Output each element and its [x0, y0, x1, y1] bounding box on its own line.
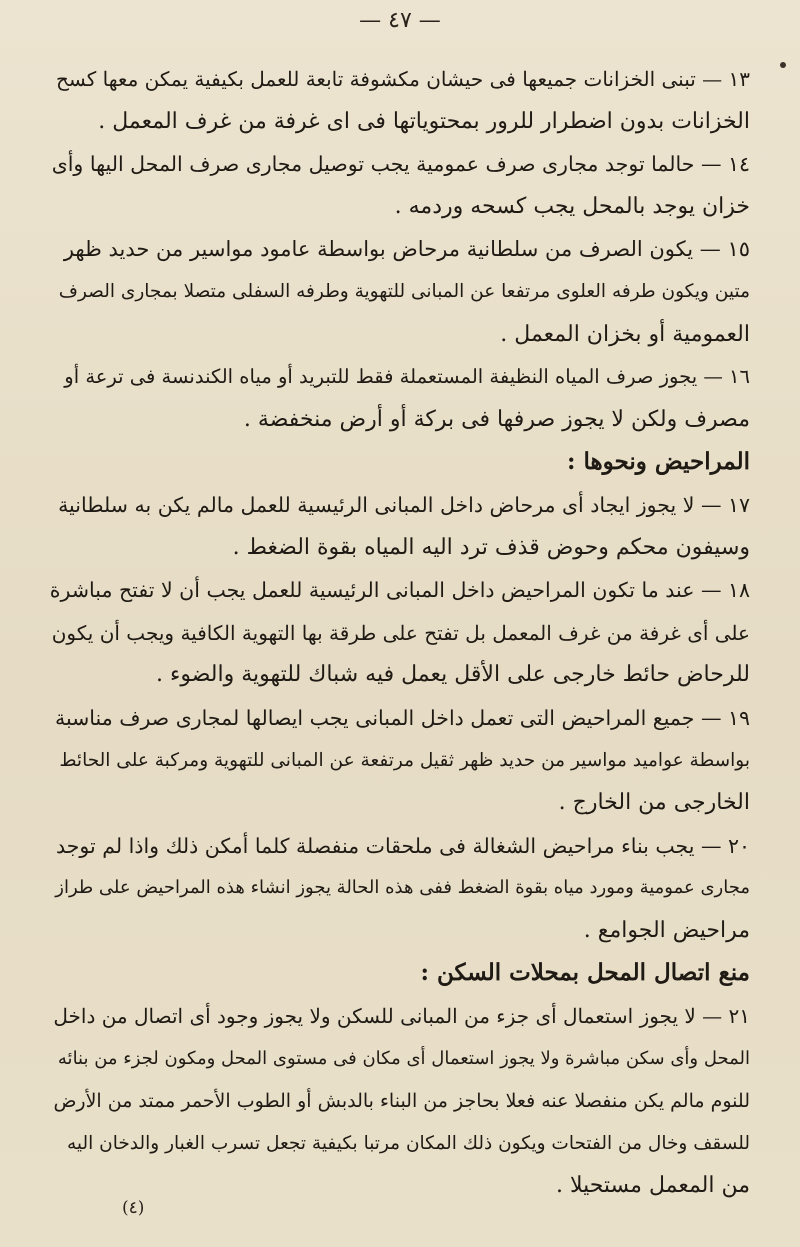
text-line: ١٥ — يكون الصرف من سلطانية مرحاض بواسطة عامود مواسير من حديد ظهر: [63, 237, 750, 262]
clause-18: [50, 569, 750, 697]
text-line: للسقف وخال من الفتحات ويكون ذلك المكان مرتبا بكيفية تجعل تسرب الغبار والدخان اليه: [66, 1132, 750, 1154]
clause-16: [50, 356, 750, 441]
text-line: ١٧ — لا يجوز ايجاد أى مرحاض داخل المبانى الرئيسية للعمل مالم يكن به سلطانية: [58, 492, 750, 517]
text-line: ٢٠ — يجب بناء مراحيض الشغالة فى ملحقات منفصلة كلما أمكن ذلك واذا لم توجد: [56, 833, 750, 858]
text-line: ١٤ — حالما توجد مجارى صرف عمومية يجب توصيل مجارى صرف المحل اليها وأى: [51, 152, 750, 177]
page-number: — ٤٧ —: [359, 8, 441, 33]
clause-13: [50, 58, 750, 143]
text-line: ١٦ — يجوز صرف المياه النظيفة المستعملة فقط للتبريد أو مياه الكندنسة فى ترعة أو: [64, 365, 750, 389]
text-line: مصرف ولكن لا يجوز صرفها فى بركة أو أرض منخفضة .: [243, 406, 750, 432]
clause-20: [50, 825, 750, 953]
text-line: المحل وأى سكن مباشرة ولا يجوز استعمال أى مكان فى مستوى المحل ومكون لجزء من بنائه: [57, 1047, 750, 1069]
text-line: للنوم مالم يكن منفصلا عنه فعلا بحاجز من البناء بالدبش أو الطوب الأحمر ممتد من الأرض: [53, 1090, 750, 1113]
text-line: ١٣ — تبنى الخزانات جميعها فى حيشان مكشوفة تابعة للعمل بكيفية يمكن معها كسح: [55, 67, 750, 91]
clause-17: [50, 484, 750, 569]
section-heading-housing: منع اتصال المحل بمحلات السكن :: [420, 959, 750, 987]
text-line: مجارى عمومية ومورد مياه بقوة الضغط ففى هذه الحالة يجوز انشاء هذه المراحيض على طراز: [55, 877, 750, 899]
text-line: وسيفون محكم وحوض قذف ترد اليه المياه بقوة الضغط .: [232, 534, 750, 560]
clause-19: [50, 697, 750, 825]
clause-14: [50, 143, 750, 228]
text-line: الخزانات بدون اضطرار للرور بمحتوياتها فى اى غرفة من غرف المعمل .: [98, 108, 750, 134]
text-line: متين ويكون طرفه العلوى مرتفعا عن المبانى للتهوية وطرفه السفلى متصلا بمجارى الصرف: [58, 280, 750, 302]
ink-dot: [780, 62, 786, 68]
text-line: من المعمل مستحيلا .: [555, 1173, 750, 1199]
text-line: للرحاض حائط خارجى على الأقل يعمل فيه شباك للتهوية والضوء .: [156, 662, 750, 688]
section-heading-toilets: المراحيض ونحوها :: [567, 448, 750, 476]
clause-21: [50, 995, 750, 1208]
document-body: [50, 58, 750, 1208]
footer-sheet-number: (٤): [122, 1198, 145, 1218]
text-line: ٢١ — لا يجوز استعمال أى جزء من المبانى للسكن ولا يجوز وجود أى اتصال من داخل: [53, 1004, 750, 1029]
text-line: مراحيض الجوامع .: [583, 917, 750, 943]
text-line: الخارجى من الخارج .: [558, 790, 750, 816]
text-line: على أى غرفة من غرف المعمل بل تفتح على طرقة بها التهوية الكافية ويجب أن يكون: [51, 620, 750, 645]
text-line: بواسطة عواميد مواسير من حديد ظهر ثقيل مرتفعة عن المبانى للتهوية ومركبة على الحائط: [59, 749, 750, 771]
text-line: خزان يوجد بالمحل يجب كسحه وردمه .: [394, 193, 750, 219]
text-line: ١٨ — عند ما تكون المراحيض داخل المبانى الرئيسية للعمل يجب أن لا تفتح مباشرة: [50, 578, 750, 603]
text-line: العمومية أو بخزان المعمل .: [500, 321, 750, 347]
text-line: ١٩ — جميع المراحيض التى تعمل داخل المبانى يجب ايصالها لمجارى صرف مناسبة: [54, 705, 750, 730]
clause-15: [50, 228, 750, 356]
